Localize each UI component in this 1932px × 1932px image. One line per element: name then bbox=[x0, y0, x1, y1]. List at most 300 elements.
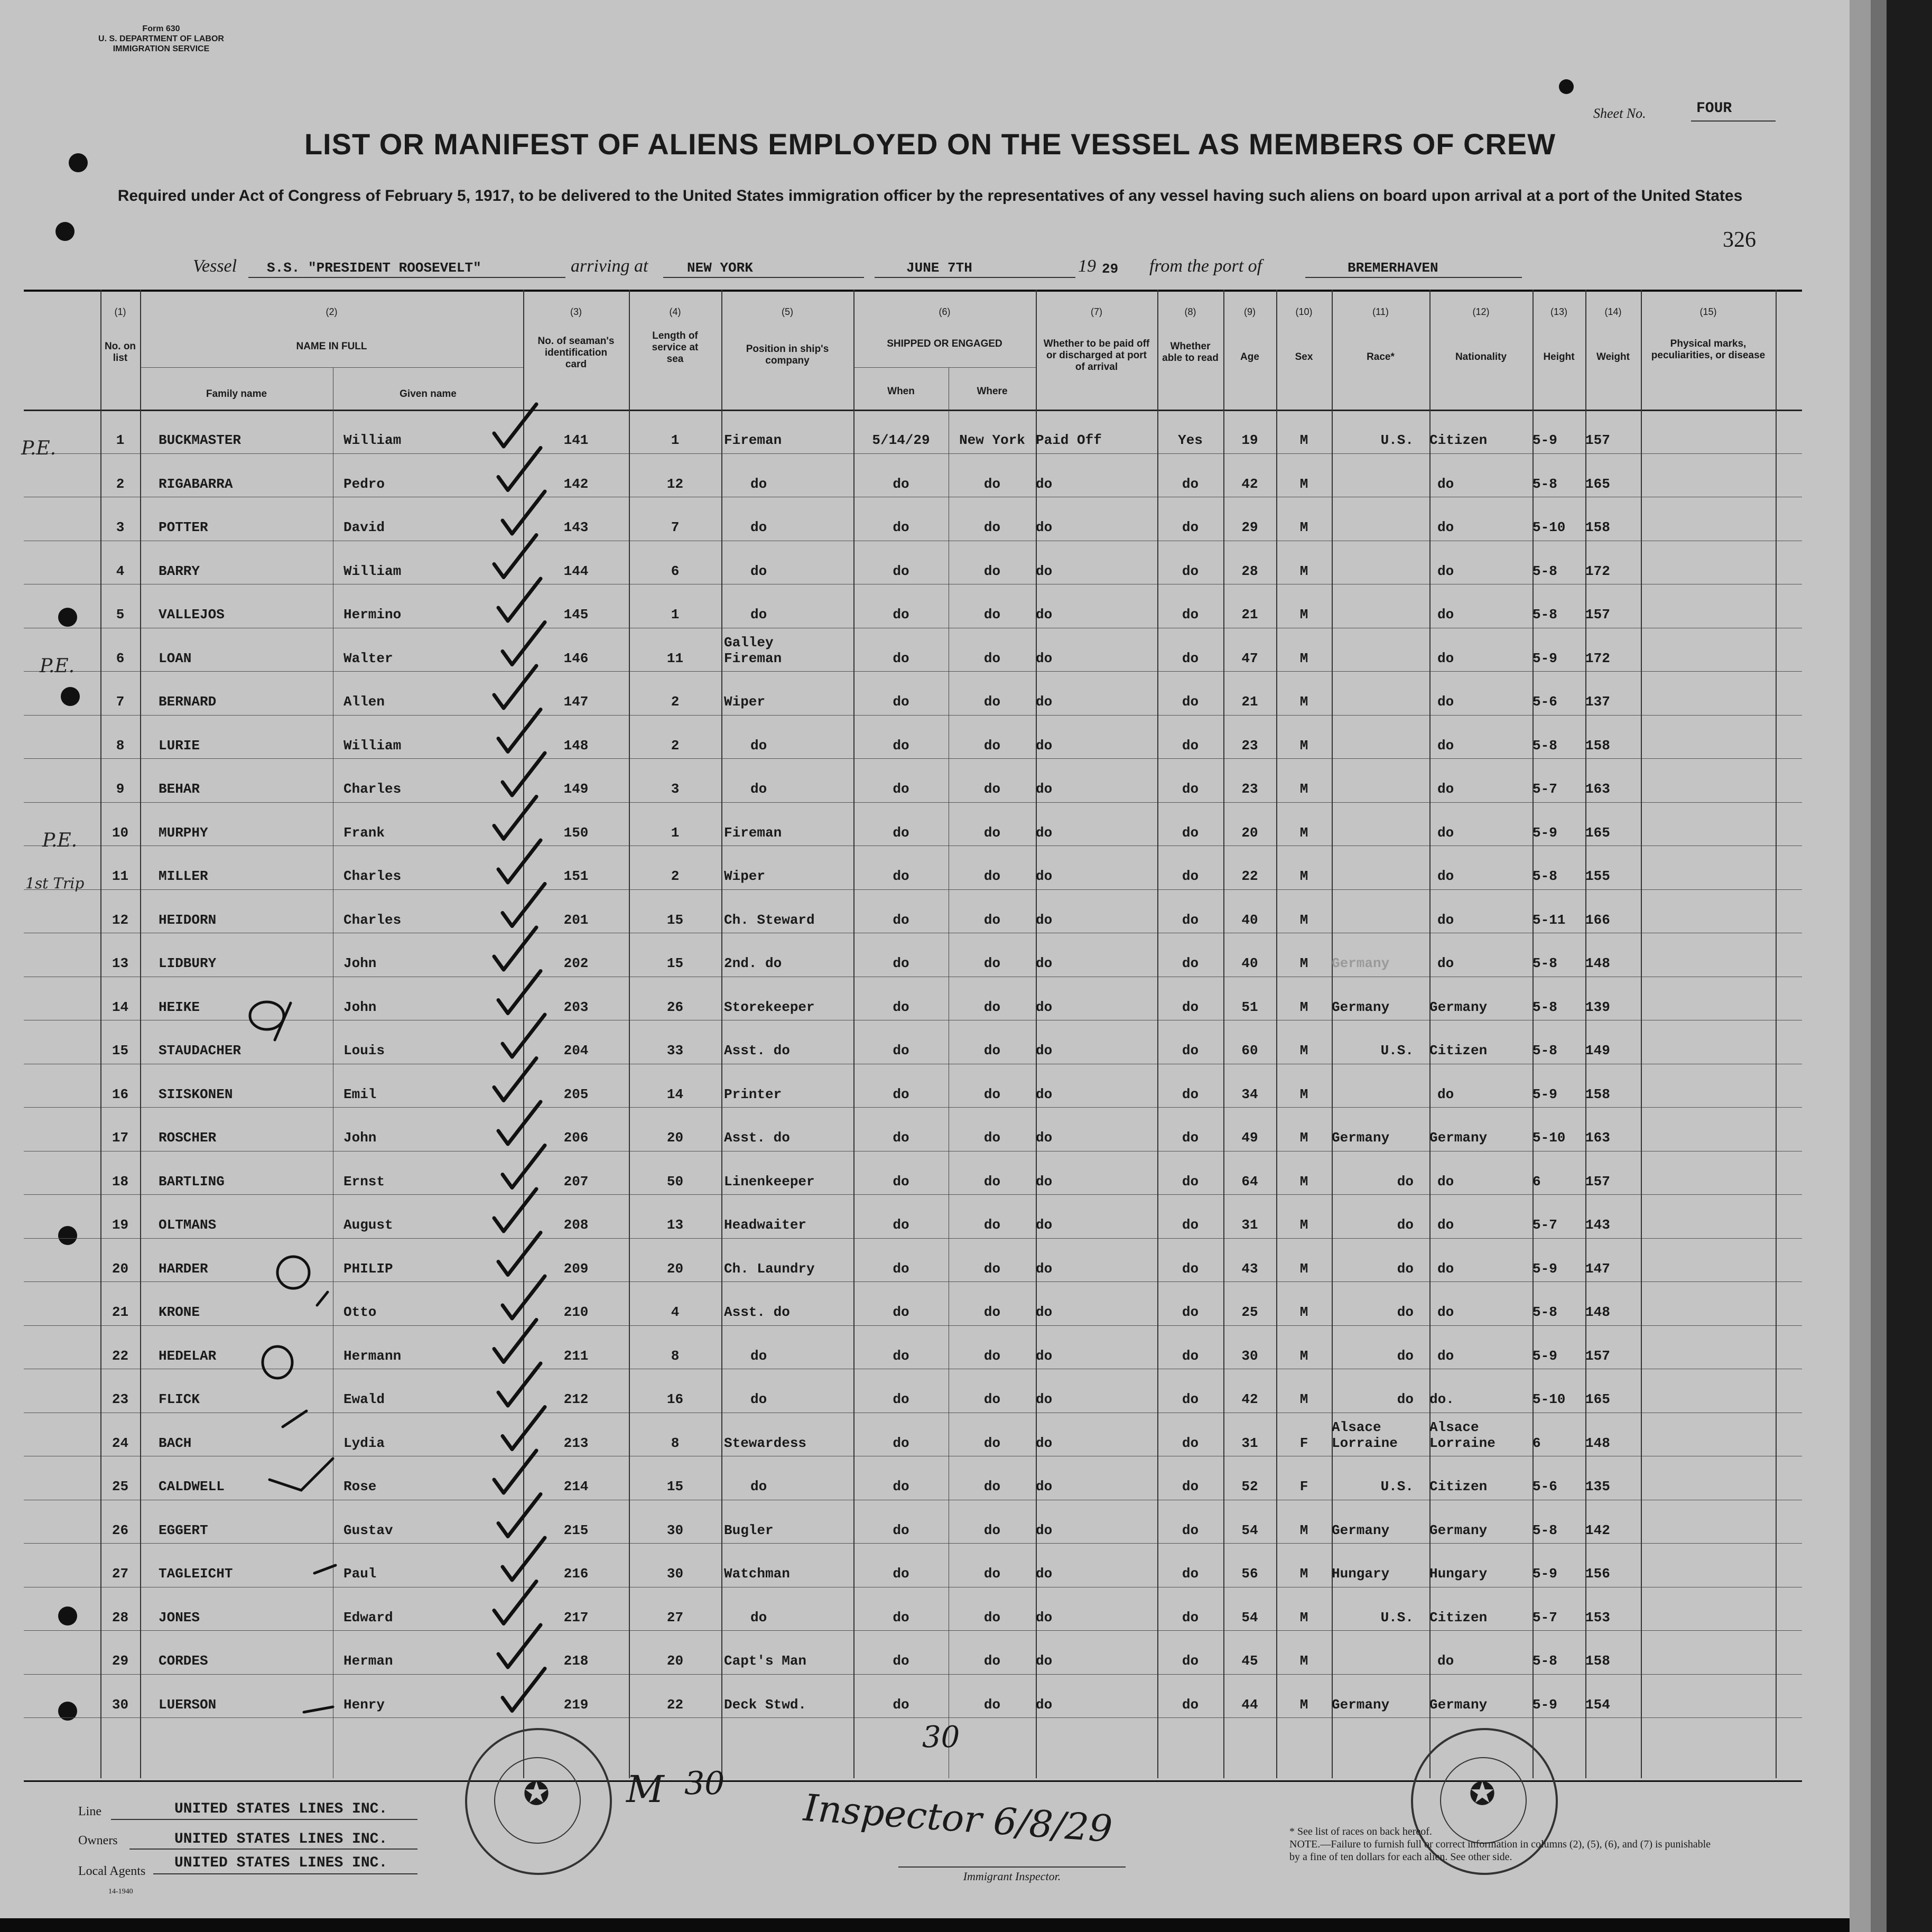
cell-position: 2nd. do bbox=[724, 955, 782, 971]
cell-family: LURIE bbox=[159, 737, 200, 754]
cell-position: Asst. do bbox=[724, 1304, 790, 1320]
cell-read: do bbox=[1182, 1304, 1199, 1320]
cell-sex: M bbox=[1299, 563, 1308, 579]
cell-when: do bbox=[893, 781, 909, 797]
header-able-read: Whether able to read bbox=[1162, 341, 1219, 364]
cell-age: 29 bbox=[1241, 519, 1258, 535]
cell-weight: 149 bbox=[1585, 1043, 1610, 1058]
line-value: UNITED STATES LINES INC. bbox=[174, 1801, 388, 1817]
cell-paid: do bbox=[1036, 1086, 1053, 1102]
col-num-7: (7) bbox=[1091, 306, 1102, 317]
cell-service: 27 bbox=[666, 1609, 684, 1626]
cell-where: do bbox=[983, 519, 1001, 535]
cell-service: 2 bbox=[671, 694, 680, 710]
cell-given: Hermino bbox=[343, 607, 402, 623]
cell-card: 212 bbox=[563, 1391, 589, 1407]
cell-age: 42 bbox=[1241, 476, 1258, 492]
cell-given: Pedro bbox=[343, 476, 385, 492]
cell-family: BERNARD bbox=[159, 694, 217, 710]
cell-weight: 158 bbox=[1585, 1653, 1610, 1669]
cell-position: do bbox=[750, 519, 767, 535]
cell-weight: 143 bbox=[1585, 1217, 1610, 1233]
cell-nat: Hungary bbox=[1429, 1566, 1488, 1582]
cell-service: 50 bbox=[666, 1173, 684, 1190]
cell-no: 18 bbox=[112, 1173, 129, 1190]
page-number: 326 bbox=[1723, 228, 1756, 252]
cell-given: Otto bbox=[343, 1304, 377, 1320]
cell-given: Herman bbox=[343, 1653, 393, 1669]
cell-no: 19 bbox=[112, 1217, 129, 1233]
header-id-card: No. of seaman's identification card bbox=[537, 336, 615, 370]
handwritten-count: 30 bbox=[922, 1720, 960, 1754]
cell-when: do bbox=[893, 1609, 909, 1626]
checkmark-icon bbox=[498, 1494, 541, 1537]
cell-race: U.S. bbox=[1380, 1043, 1414, 1058]
cell-sex: F bbox=[1299, 1435, 1308, 1451]
cell-family: BARTLING bbox=[159, 1173, 225, 1190]
line-label: Line bbox=[78, 1805, 101, 1818]
cell-when: do bbox=[893, 824, 909, 841]
cell-card: 214 bbox=[563, 1479, 589, 1494]
cell-paid: Paid Off bbox=[1036, 432, 1102, 448]
cell-race: do bbox=[1397, 1391, 1414, 1407]
checkmark-icon bbox=[494, 535, 536, 578]
cell-given: Henry bbox=[343, 1696, 385, 1713]
cell-paid: do bbox=[1036, 1609, 1053, 1626]
cell-given: Ewald bbox=[343, 1391, 385, 1407]
cell-service: 2 bbox=[671, 868, 680, 884]
cell-where: do bbox=[983, 1653, 1001, 1669]
cell-weight: 157 bbox=[1585, 1348, 1610, 1364]
vessel-name: S.S. "PRESIDENT ROOSEVELT" bbox=[267, 260, 481, 276]
cell-service: 6 bbox=[671, 563, 680, 579]
checkmark-icon bbox=[503, 1538, 545, 1580]
cell-card: 209 bbox=[563, 1260, 589, 1277]
cell-service: 3 bbox=[671, 781, 680, 797]
cell-nat: do bbox=[1437, 476, 1454, 492]
cell-age: 47 bbox=[1241, 650, 1258, 666]
cell-sex: M bbox=[1299, 607, 1308, 623]
cell-position: Galley Fireman bbox=[724, 634, 782, 666]
departure-port: BREMERHAVEN bbox=[1348, 260, 1438, 276]
cell-service: 15 bbox=[666, 912, 684, 928]
checkmark-icon bbox=[494, 1320, 536, 1362]
cell-service: 8 bbox=[671, 1348, 680, 1364]
cell-race: Germany bbox=[1332, 999, 1390, 1015]
cell-age: 49 bbox=[1241, 1130, 1258, 1146]
cell-weight: 148 bbox=[1585, 1304, 1610, 1320]
cell-weight: 157 bbox=[1585, 607, 1610, 623]
cell-read: do bbox=[1182, 1043, 1199, 1058]
cell-card: 211 bbox=[563, 1348, 589, 1364]
cell-weight: 148 bbox=[1585, 1435, 1610, 1451]
cell-age: 30 bbox=[1241, 1348, 1258, 1364]
cell-height: 5-9 bbox=[1532, 824, 1557, 841]
cell-paid: do bbox=[1036, 1653, 1053, 1669]
cell-height: 5-8 bbox=[1532, 563, 1557, 579]
cell-family: LOAN bbox=[159, 650, 192, 666]
cell-nat: do bbox=[1437, 607, 1454, 623]
cell-family: HARDER bbox=[159, 1260, 208, 1277]
cell-read: do bbox=[1182, 694, 1199, 710]
cell-paid: do bbox=[1036, 1217, 1053, 1233]
cell-race: U.S. bbox=[1380, 1479, 1414, 1494]
cell-weight: 165 bbox=[1585, 824, 1610, 841]
cell-height: 5-9 bbox=[1532, 1260, 1557, 1277]
cell-when: do bbox=[893, 912, 909, 928]
cell-card: 216 bbox=[563, 1566, 589, 1582]
cell-position: Stewardess bbox=[724, 1435, 807, 1451]
cell-no: 2 bbox=[116, 476, 125, 492]
inspector-underline bbox=[898, 1866, 1126, 1868]
cell-sex: M bbox=[1299, 955, 1308, 971]
cell-given: Louis bbox=[343, 1043, 385, 1058]
cell-when: do bbox=[893, 1522, 909, 1538]
cell-card: 142 bbox=[563, 476, 589, 492]
cell-nat: do bbox=[1437, 824, 1454, 841]
cell-race: Hungary bbox=[1332, 1566, 1390, 1582]
col-num-4: (4) bbox=[669, 306, 681, 317]
cell-card: 219 bbox=[563, 1696, 589, 1713]
page-subtitle: Required under Act of Congress of February 5, 1917, to be delivered to the United States immigration officer by the representatives of any vessel having such aliens on board upon arrival at a port of the United States bbox=[117, 187, 1743, 205]
cell-height: 5-8 bbox=[1532, 476, 1557, 492]
cell-when: do bbox=[893, 1348, 909, 1364]
cell-race: Germany bbox=[1332, 1522, 1390, 1538]
arriving-label: arriving at bbox=[571, 256, 648, 276]
cell-height: 5-8 bbox=[1532, 737, 1557, 754]
cell-nat: Citizen bbox=[1429, 1609, 1488, 1626]
cell-race: do bbox=[1397, 1173, 1414, 1190]
cell-nat: do bbox=[1437, 1217, 1454, 1233]
checkmark-icon bbox=[498, 1363, 541, 1406]
cell-paid: do bbox=[1036, 737, 1053, 754]
cell-no: 7 bbox=[116, 694, 125, 710]
cell-paid: do bbox=[1036, 1130, 1053, 1146]
cell-when: do bbox=[893, 955, 909, 971]
cell-weight: 157 bbox=[1585, 432, 1610, 448]
cell-when: 5/14/29 bbox=[872, 432, 930, 448]
cell-age: 22 bbox=[1241, 868, 1258, 884]
col-num-9: (9) bbox=[1244, 306, 1256, 317]
cell-age: 60 bbox=[1241, 1043, 1258, 1058]
checkmark-icon bbox=[503, 1015, 545, 1057]
races-note: * See list of races on back hereof. bbox=[1289, 1826, 1432, 1837]
cell-paid: do bbox=[1036, 955, 1053, 971]
cell-height: 6 bbox=[1532, 1173, 1541, 1190]
cell-sex: M bbox=[1299, 1653, 1308, 1669]
cell-age: 21 bbox=[1241, 694, 1258, 710]
cell-given: John bbox=[343, 1130, 377, 1146]
cell-sex: M bbox=[1299, 1260, 1308, 1277]
cell-card: 146 bbox=[563, 650, 589, 666]
cell-weight: 139 bbox=[1585, 999, 1610, 1015]
cell-family: POTTER bbox=[159, 519, 208, 535]
cell-read: do bbox=[1182, 1348, 1199, 1364]
cell-card: 141 bbox=[563, 432, 589, 448]
cell-position: Ch. Laundry bbox=[724, 1260, 815, 1277]
cell-when: do bbox=[893, 999, 909, 1015]
cell-age: 31 bbox=[1241, 1217, 1258, 1233]
margin-note-first-trip: 1st Trip bbox=[25, 875, 85, 892]
cell-card: 213 bbox=[563, 1435, 589, 1451]
cell-paid: do bbox=[1036, 1696, 1053, 1713]
cell-age: 40 bbox=[1241, 912, 1258, 928]
cell-nat: do bbox=[1437, 1348, 1454, 1364]
checkmark-icon bbox=[503, 1276, 545, 1318]
cell-height: 5-7 bbox=[1532, 781, 1557, 797]
cell-position: Wiper bbox=[724, 868, 766, 884]
cell-when: do bbox=[893, 1130, 909, 1146]
cell-service: 20 bbox=[666, 1653, 684, 1669]
cell-position: Capt's Man bbox=[724, 1653, 807, 1669]
cell-age: 52 bbox=[1241, 1479, 1258, 1494]
cell-position: Printer bbox=[724, 1086, 782, 1102]
cell-position: Watchman bbox=[724, 1566, 790, 1582]
penalty-note: NOTE.—Failure to furnish full or correct information in columns (2), (5), (6), and (7) is punishable by a fine of ten dollars for each alien. See other side. bbox=[1289, 1838, 1711, 1863]
cell-card: 143 bbox=[563, 519, 589, 535]
cell-service: 16 bbox=[666, 1391, 684, 1407]
cell-age: 20 bbox=[1241, 824, 1258, 841]
cell-paid: do bbox=[1036, 781, 1053, 797]
cell-read: do bbox=[1182, 1566, 1199, 1582]
cell-read: do bbox=[1182, 1086, 1199, 1102]
cell-where: do bbox=[983, 1043, 1001, 1058]
cell-height: 5-8 bbox=[1532, 1043, 1557, 1058]
year-suffix: 29 bbox=[1102, 261, 1119, 277]
cell-nat: do bbox=[1437, 955, 1454, 971]
header-where: Where bbox=[977, 386, 1008, 397]
cell-position: do bbox=[750, 1348, 767, 1364]
cell-given: William bbox=[343, 563, 402, 579]
cell-position: Fireman bbox=[724, 824, 782, 841]
cell-nat: do bbox=[1437, 1086, 1454, 1102]
cell-card: 201 bbox=[563, 912, 589, 928]
cell-when: do bbox=[893, 1086, 909, 1102]
cell-family: HEIDORN bbox=[159, 912, 217, 928]
cell-weight: 153 bbox=[1585, 1609, 1610, 1626]
cell-sex: M bbox=[1299, 650, 1308, 666]
cell-service: 15 bbox=[666, 955, 684, 971]
checkmark-icon bbox=[498, 579, 541, 621]
cell-card: 218 bbox=[563, 1653, 589, 1669]
cell-service: 22 bbox=[666, 1696, 684, 1713]
cell-sex: M bbox=[1299, 519, 1308, 535]
cell-age: 25 bbox=[1241, 1304, 1258, 1320]
checkmark-icon bbox=[498, 971, 541, 1014]
cell-weight: 165 bbox=[1585, 1391, 1610, 1407]
cell-sex: M bbox=[1299, 1130, 1308, 1146]
cell-height: 5-8 bbox=[1532, 999, 1557, 1015]
checkmark-icon bbox=[498, 710, 541, 752]
owners-label: Owners bbox=[78, 1834, 118, 1847]
cell-read: Yes bbox=[1178, 432, 1203, 448]
cell-nat: do bbox=[1437, 1173, 1454, 1190]
cell-card: 202 bbox=[563, 955, 589, 971]
cell-family: VALLEJOS bbox=[159, 607, 225, 623]
checkmark-icon bbox=[494, 1189, 536, 1231]
cell-given: Hermann bbox=[343, 1348, 402, 1364]
cell-position: do bbox=[750, 607, 767, 623]
header-nationality: Nationality bbox=[1455, 351, 1507, 363]
cell-race: Germany bbox=[1332, 955, 1390, 971]
cell-family: BUCKMASTER bbox=[159, 432, 242, 448]
cell-where: do bbox=[983, 1304, 1001, 1320]
cell-family: RIGABARRA bbox=[159, 476, 233, 492]
cell-position: Ch. Steward bbox=[724, 912, 815, 928]
cell-age: 31 bbox=[1241, 1435, 1258, 1451]
cell-given: Charles bbox=[343, 868, 402, 884]
checkmark-icon bbox=[503, 1146, 545, 1188]
cell-where: do bbox=[983, 1391, 1001, 1407]
cell-where: do bbox=[983, 868, 1001, 884]
cell-paid: do bbox=[1036, 694, 1053, 710]
cell-where: do bbox=[983, 824, 1001, 841]
cell-position: do bbox=[750, 1479, 767, 1494]
checkmark-icon bbox=[494, 404, 536, 447]
cell-when: do bbox=[893, 1217, 909, 1233]
col-num-10: (10) bbox=[1295, 306, 1313, 317]
cell-weight: 158 bbox=[1585, 1086, 1610, 1102]
checkmark-icon bbox=[494, 1058, 536, 1101]
arrival-port: NEW YORK bbox=[687, 260, 753, 276]
cell-when: do bbox=[893, 737, 909, 754]
col-num-3: (3) bbox=[570, 306, 582, 317]
cell-age: 40 bbox=[1241, 955, 1258, 971]
cell-no: 5 bbox=[116, 607, 125, 623]
cell-position: do bbox=[750, 737, 767, 754]
cell-when: do bbox=[893, 519, 909, 535]
cell-given: Ernst bbox=[343, 1173, 385, 1190]
cell-height: 5-7 bbox=[1532, 1217, 1557, 1233]
cell-age: 54 bbox=[1241, 1609, 1258, 1626]
cell-read: do bbox=[1182, 1260, 1199, 1277]
cell-when: do bbox=[893, 1260, 909, 1277]
owners-underline bbox=[129, 1849, 417, 1850]
checkmark-icon bbox=[494, 666, 536, 708]
cell-height: 5-8 bbox=[1532, 955, 1557, 971]
cell-nat: do bbox=[1437, 694, 1454, 710]
cell-height: 5-7 bbox=[1532, 1609, 1557, 1626]
cell-card: 206 bbox=[563, 1130, 589, 1146]
cell-nat: Germany bbox=[1429, 1522, 1488, 1538]
cell-sex: M bbox=[1299, 781, 1308, 797]
cell-read: do bbox=[1182, 999, 1199, 1015]
cell-no: 3 bbox=[116, 519, 125, 535]
cell-service: 2 bbox=[671, 737, 680, 754]
cell-paid: do bbox=[1036, 1173, 1053, 1190]
col-num-13: (13) bbox=[1550, 306, 1567, 317]
cell-sex: M bbox=[1299, 694, 1308, 710]
cell-card: 148 bbox=[563, 737, 589, 754]
cell-no: 30 bbox=[112, 1696, 129, 1713]
cell-height: 5-6 bbox=[1532, 1479, 1557, 1494]
cell-card: 208 bbox=[563, 1217, 589, 1233]
cell-no: 4 bbox=[116, 563, 125, 579]
header-shipped: SHIPPED OR ENGAGED bbox=[887, 338, 1002, 349]
cell-no: 13 bbox=[112, 955, 129, 971]
margin-note-pe: P.E. bbox=[40, 655, 75, 677]
cell-age: 21 bbox=[1241, 607, 1258, 623]
cell-age: 45 bbox=[1241, 1653, 1258, 1669]
cell-position: Wiper bbox=[724, 694, 766, 710]
cell-paid: do bbox=[1036, 1391, 1053, 1407]
cell-height: 5-9 bbox=[1532, 432, 1557, 448]
handwritten-count: 30 bbox=[684, 1765, 725, 1802]
cell-weight: 147 bbox=[1585, 1260, 1610, 1277]
cell-height: 5-10 bbox=[1532, 1130, 1566, 1146]
cell-paid: do bbox=[1036, 607, 1053, 623]
cell-service: 20 bbox=[666, 1130, 684, 1146]
cell-race: Alsace Lorraine bbox=[1332, 1419, 1398, 1451]
cell-no: 25 bbox=[112, 1479, 129, 1494]
checkmark-icon bbox=[503, 491, 545, 534]
cell-service: 4 bbox=[671, 1304, 680, 1320]
from-label: from the port of bbox=[1149, 256, 1262, 276]
cell-given: Paul bbox=[343, 1566, 377, 1582]
cell-family: FLICK bbox=[159, 1391, 200, 1407]
cell-when: do bbox=[893, 1173, 909, 1190]
cell-sex: M bbox=[1299, 912, 1308, 928]
cell-service: 20 bbox=[666, 1260, 684, 1277]
cell-read: do bbox=[1182, 519, 1199, 535]
arrival-date: JUNE 7TH bbox=[906, 260, 972, 276]
cell-height: 5-8 bbox=[1532, 1653, 1557, 1669]
cell-nat: Citizen bbox=[1429, 432, 1488, 448]
cell-weight: 155 bbox=[1585, 868, 1610, 884]
cell-sex: M bbox=[1299, 824, 1308, 841]
cell-where: do bbox=[983, 694, 1001, 710]
cell-position: Fireman bbox=[724, 432, 782, 448]
cell-when: do bbox=[893, 1653, 909, 1669]
header-no-on-list: No. on list bbox=[104, 341, 136, 364]
cell-weight: 163 bbox=[1585, 1130, 1610, 1146]
cell-no: 8 bbox=[116, 737, 125, 754]
cell-sex: M bbox=[1299, 1522, 1308, 1538]
cell-weight: 166 bbox=[1585, 912, 1610, 928]
cell-when: do bbox=[893, 563, 909, 579]
header-weight: Weight bbox=[1596, 351, 1630, 363]
col-num-8: (8) bbox=[1184, 306, 1196, 317]
cell-given: William bbox=[343, 737, 402, 754]
cell-service: 11 bbox=[666, 650, 684, 666]
cell-given: PHILIP bbox=[343, 1260, 393, 1277]
cell-given: John bbox=[343, 955, 377, 971]
cell-height: 5-9 bbox=[1532, 1566, 1557, 1582]
header-family-name: Family name bbox=[206, 388, 267, 400]
cell-where: do bbox=[983, 955, 1001, 971]
cell-where: do bbox=[983, 607, 1001, 623]
cell-given: Charles bbox=[343, 781, 402, 797]
cell-where: do bbox=[983, 1130, 1001, 1146]
cell-given: William bbox=[343, 432, 402, 448]
cell-service: 15 bbox=[666, 1479, 684, 1494]
header-paid-off: Whether to be paid off or discharged at port of arrival bbox=[1043, 338, 1150, 373]
cell-no: 10 bbox=[112, 824, 129, 841]
cell-card: 207 bbox=[563, 1173, 589, 1190]
cell-sex: M bbox=[1299, 1348, 1308, 1364]
cell-race: U.S. bbox=[1380, 1609, 1414, 1626]
margin-note-pe: P.E. bbox=[21, 438, 57, 459]
cell-paid: do bbox=[1036, 1348, 1053, 1364]
cell-height: 5-9 bbox=[1532, 1086, 1557, 1102]
line-underline bbox=[111, 1819, 417, 1820]
cell-age: 23 bbox=[1241, 781, 1258, 797]
cell-weight: 158 bbox=[1585, 737, 1610, 754]
cell-read: do bbox=[1182, 1217, 1199, 1233]
header-physical-marks: Physical marks, peculiarities, or disease bbox=[1651, 338, 1766, 361]
col-num-12: (12) bbox=[1472, 306, 1490, 317]
cell-position: do bbox=[750, 781, 767, 797]
